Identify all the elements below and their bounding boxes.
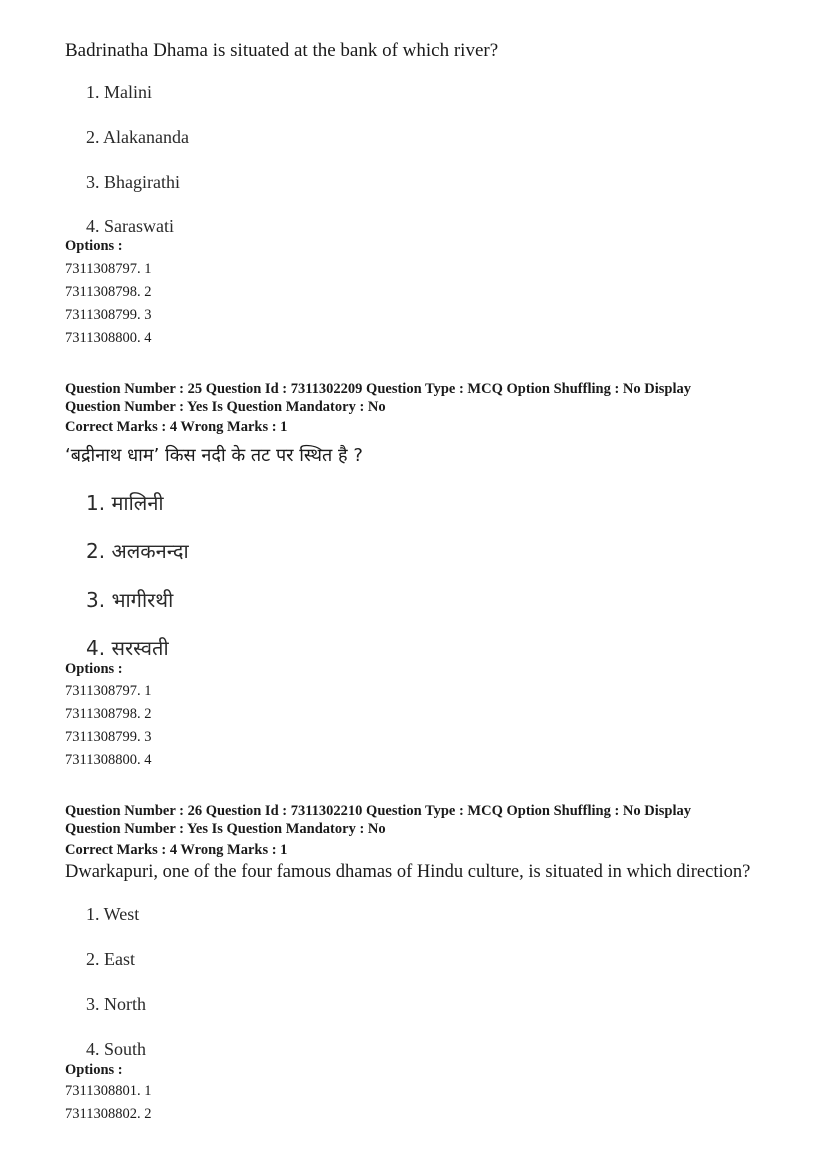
- marks-line: Correct Marks : 4 Wrong Marks : 1: [65, 419, 288, 435]
- choice: 2. अलकनन्दा: [86, 539, 189, 563]
- option-code: 7311308800. 4: [65, 330, 152, 346]
- options-label: Options :: [65, 238, 123, 254]
- choice: 3. North: [86, 994, 146, 1014]
- choice: 2. East: [86, 949, 135, 969]
- option-code: 7311308801. 1: [65, 1083, 152, 1099]
- question-text: ‘बद्रीनाथ धाम’ किस नदी के तट पर स्थित है ?: [65, 445, 363, 466]
- marks-line: Correct Marks : 4 Wrong Marks : 1: [65, 842, 288, 858]
- question-meta: Question Number : 25 Question Id : 7311302209 Question Type : MCQ Option Shuffling : No Display: [65, 381, 691, 397]
- option-code: 7311308798. 2: [65, 284, 152, 300]
- choice: 4. South: [86, 1039, 147, 1059]
- choice: 3. भागीरथी: [86, 588, 174, 612]
- question-text: Dwarkapuri, one of the four famous dhamas of Hindu culture, is situated in which direction?: [65, 862, 751, 882]
- question-meta: Question Number : Yes Is Question Mandatory : No: [65, 399, 386, 415]
- option-code: 7311308798. 2: [65, 706, 152, 722]
- question-meta: Question Number : 26 Question Id : 7311302210 Question Type : MCQ Option Shuffling : No Display: [65, 803, 691, 819]
- choice: 1. Malini: [86, 82, 152, 102]
- options-label: Options :: [65, 661, 123, 677]
- choice: 1. West: [86, 904, 140, 924]
- choice: 1. मालिनी: [86, 491, 164, 515]
- option-code: 7311308802. 2: [65, 1106, 152, 1122]
- option-code: 7311308797. 1: [65, 683, 152, 699]
- question-meta: Question Number : Yes Is Question Mandatory : No: [65, 821, 386, 837]
- choice: 2. Alakananda: [86, 127, 189, 147]
- option-code: 7311308799. 3: [65, 307, 152, 323]
- options-label: Options :: [65, 1062, 123, 1078]
- option-code: 7311308797. 1: [65, 261, 152, 277]
- choice: 4. सरस्वती: [86, 636, 169, 660]
- choice: 3. Bhagirathi: [86, 172, 180, 192]
- option-code: 7311308799. 3: [65, 729, 152, 745]
- question-text: Badrinatha Dhama is situated at the bank of which river?: [65, 40, 499, 61]
- option-code: 7311308800. 4: [65, 752, 152, 768]
- choice: 4. Saraswati: [86, 216, 174, 236]
